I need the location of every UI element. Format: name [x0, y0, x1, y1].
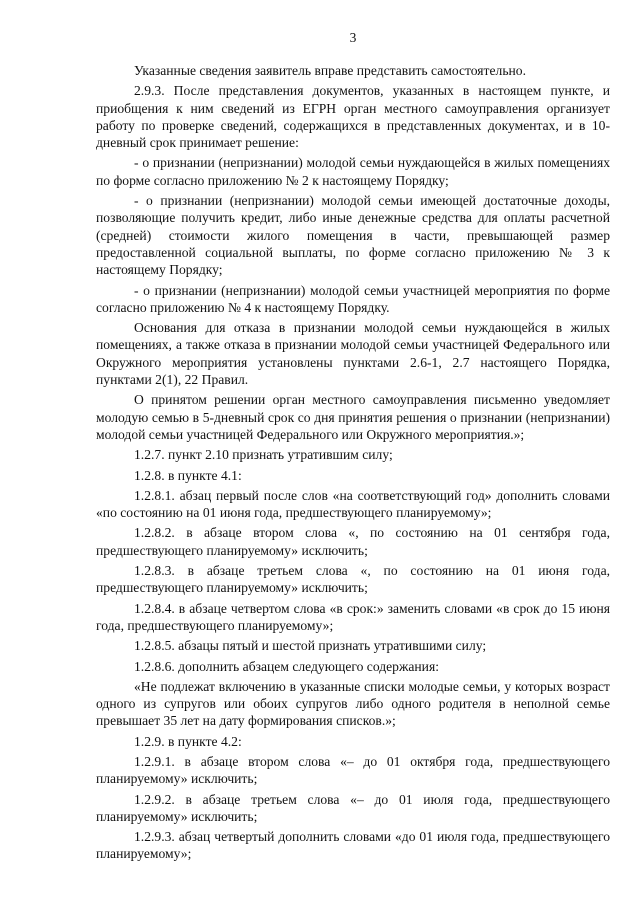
paragraph: - о признании (непризнании) молодой семьи нуждающейся в жилых помещениях по форме согласно приложению № 2 к настоящему Порядку; [96, 155, 610, 188]
paragraph: 1.2.9.3. абзац четвертый дополнить словами «до 01 июля года, предшествующего планируемому»; [96, 829, 610, 862]
paragraph: О принятом решении орган местного самоуправления письменно уведомляет молодую семью в 5-дневный срок со дня принятия решения о признании (непризнании) молодой семьи участницей Федерального или Окружного мероприятия.»; [96, 392, 610, 442]
paragraph: 1.2.7. пункт 2.10 признать утратившим силу; [134, 447, 393, 463]
paragraph: «Не подлежат включению в указанные списки молодые семьи, у которых возраст одного из супругов или обоих супругов либо одного родителя в неполной семье превышает 35 лет на дату формирования списков.»; [96, 678, 610, 729]
paragraph: 1.2.9.2. в абзаце третьем слова «– до 01 июля года, предшествующего планируемому» исключить; [96, 791, 610, 824]
paragraph: 1.2.9. в пункте 4.2: [134, 733, 242, 749]
paragraph: 1.2.8.6. дополнить абзацем следующего содержания: [134, 658, 439, 674]
document-body [96, 62, 610, 863]
page-number: 3 [349, 30, 357, 45]
paragraph: 1.2.9.1. в абзаце втором слова «– до 01 октября года, предшествующего планируемому» исключить; [96, 753, 610, 787]
paragraph: 1.2.8.3. в абзаце третьем слова «, по состоянию на 01 июня года, предшествующего планируемому» исключить; [96, 563, 610, 596]
paragraph: 1.2.8.4. в абзаце четвертом слова «в срок:» заменить словами «в срок до 15 июня года, предшествующего планируемому»; [96, 600, 610, 633]
paragraph: 1.2.8.2. в абзаце втором слова «, по состоянию на 01 сентября года, предшествующего планируемому» исключить; [96, 525, 610, 558]
paragraph: Указанные сведения заявитель вправе представить самостоятельно. [134, 63, 526, 78]
paragraph: 1.2.8.5. абзацы пятый и шестой признать утратившими силу; [134, 638, 487, 654]
paragraph: 1.2.8. в пункте 4.1: [134, 467, 242, 483]
paragraph: 1.2.8.1. абзац первый после слов «на соответствующий год» дополнить словами «по состоянию на 01 июня года, предшествующего планируемому»; [96, 487, 610, 521]
paragraph: 2.9.3. После представления документов, указанных в настоящем пункте, и приобщения к ним сведений из ЕГРН орган местного самоуправления организует работу по проверке сведений, содержащихся в представленных документах, и в 10-дневный срок принимает решение: [96, 83, 610, 151]
paragraph: - о признании (непризнании) молодой семьи имеющей достаточные доходы, позволяющие получить кредит, либо иные денежные средства для оплаты расчетной (средней) стоимости жилого помещения в части, превышающей размер предоставленной социальной выплаты, по форме согласно приложению № 3 к настоящему Порядку; [96, 193, 610, 278]
paragraph: - о признании (непризнании) молодой семьи участницей мероприятия по форме согласно приложению № 4 к настоящему Порядку. [96, 282, 610, 315]
paragraph: Основания для отказа в признании молодой семьи нуждающейся в жилых помещениях, а также отказа в признании молодой семьи участницей Федерального или Окружного мероприятия установлены пунктами 2.6-1, 2.7 настоящего Порядка, пунктами 2(1), 22 Правил. [96, 320, 610, 388]
